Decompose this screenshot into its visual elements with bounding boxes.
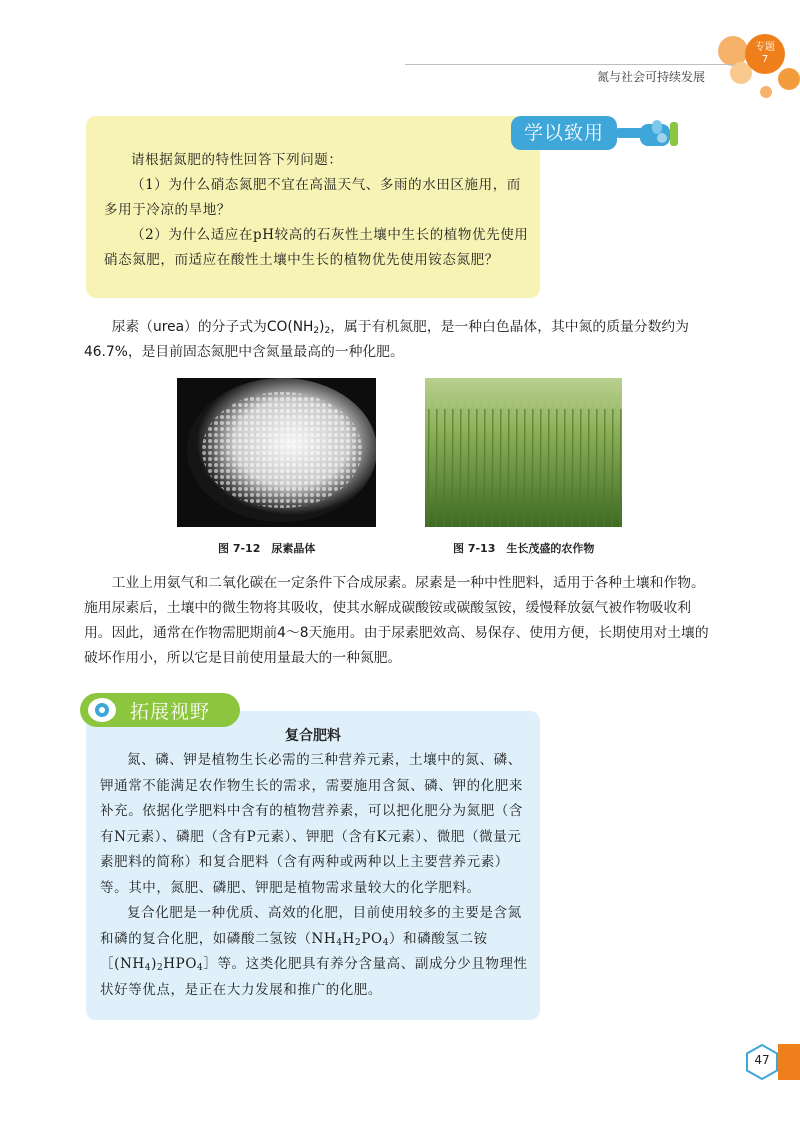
expand-sub-1: 4	[336, 937, 343, 948]
expand-text-d: ）和磷酸氢二铵［(NH	[100, 930, 488, 972]
pointing-hand-icon	[612, 120, 678, 148]
urea-subscript-2: 2	[324, 326, 331, 336]
expand-text-c: PO	[361, 930, 383, 947]
apply-box-text	[104, 148, 530, 273]
expand-sub-2: 2	[355, 937, 362, 948]
chapter-badge	[745, 34, 785, 74]
expand-box-title: 复合肥料	[285, 728, 341, 744]
expand-text-a: 复合化肥是一种优质、高效的化肥，目前使用较多的主要是含氮和磷的复合化肥，如磷酸二氢铵（NH	[100, 905, 522, 947]
expand-text-g: ］等。这类化肥具有养分含量高、副成分少且物理性状好等优点，是正在大力发展和推广的化肥。	[100, 956, 528, 998]
wheat-field-photo	[425, 378, 622, 527]
figure-caption-1: 图 7-12 尿素晶体	[218, 542, 316, 555]
expand-box-text	[100, 748, 532, 1003]
expand-paragraph-1: 氮、磷、钾是植物生长必需的三种营养元素，土壤中的氮、磷、钾通常不能满足农作物生长的需求，需要施用含氮、磷、钾的化肥来补充。依据化学肥料中含有的植物营养素，可以把化肥分为氮肥（含有N元素）、磷肥（含有P元素）、钾肥（含有K元素）、微肥（微量元素肥料的简称）和复合肥料（含有两种或两种以上主要营养元素）等。其中，氮肥、磷肥、钾肥是植物需求量较大的化学肥料。	[100, 752, 523, 896]
urea-subscript: 2	[313, 326, 320, 336]
urea-text-a: 尿素（urea）的分子式为CO(NH	[111, 319, 314, 335]
expand-sub-5: 2	[156, 963, 164, 973]
header-title: 氮与社会可持续发展	[596, 70, 705, 84]
expand-sub-6: 4	[197, 963, 204, 973]
apply-question-2: （2）为什么适应在pH较高的石灰性土壤中生长的植物优先使用硝态氮肥，而适应在酸性土壤中生长的植物优先使用铵态氮肥？	[104, 227, 529, 268]
apply-question-1: （1）为什么硝态氮肥不宜在高温天气、多雨的水田区施用，而多用于冷凉的旱地？	[104, 177, 521, 218]
expand-text-e: )	[151, 956, 157, 972]
expand-text-b: H	[342, 930, 355, 947]
expand-sub-4: 4	[144, 963, 152, 973]
badge-number: 7	[761, 54, 769, 65]
urea-paragraph	[84, 315, 716, 365]
header-rule	[405, 64, 735, 65]
badge-label: 专题	[755, 42, 775, 53]
apply-intro: 请根据氮肥的特性回答下列问题：	[131, 152, 343, 168]
page-number: 47	[754, 1053, 770, 1067]
urea-text-c: ，属于有机氮肥，是一种白色晶体，其中氮的质量分数约为46.7%，是目前固态氮肥中含氮量最高的一种化肥。	[84, 319, 689, 360]
eye-icon	[88, 698, 116, 722]
expand-sub-3: 4	[382, 937, 390, 948]
expand-paragraph-2	[100, 901, 532, 1003]
page-edge-tab	[778, 1044, 800, 1080]
urea-crystals-photo	[177, 378, 376, 527]
urea-text-b: )	[319, 319, 325, 335]
apply-tag: 学以致用	[511, 116, 617, 150]
figure-caption-2: 图 7-13 生长茂盛的农作物	[453, 542, 595, 555]
urea-synthesis-paragraph: 工业上用氨气和二氧化碳在一定条件下合成尿素。尿素是一种中性肥料，适用于各种土壤和作物。施用尿素后，土壤中的微生物将其吸收，使其水解成碳酸铵或碳酸氢铵，缓慢释放氨气被作物吸收利用。因此，通常在作物需肥期前4～8天施用。由于尿素肥效高、易保存、使用方便，长期使用对土壤的破坏作用小，所以它是目前使用量最大的一种氮肥。	[84, 575, 709, 666]
expand-tag-label: 拓展视野	[130, 701, 211, 723]
expand-text-f: HPO	[163, 956, 198, 972]
